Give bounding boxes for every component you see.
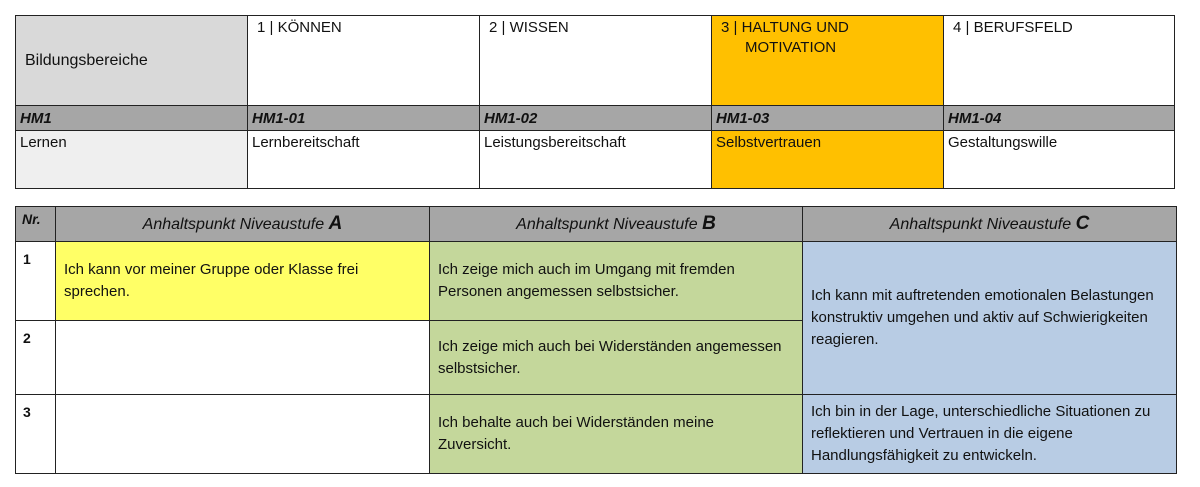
level-b-cell: Ich zeige mich auch im Umgang mit fremden Personen angemessen selbstsicher. <box>430 242 803 321</box>
bildungsbereiche-label: Bildungsbereiche <box>16 16 248 106</box>
table-row <box>16 395 1177 474</box>
area-berufsfeld: 4 | BERUFSFELD <box>944 16 1175 106</box>
name-gestaltungswille: Gestaltungswille <box>944 131 1175 189</box>
name-selbstvertrauen: Selbstvertrauen <box>712 131 944 189</box>
area-haltung-motivation: 3 | HALTUNG UND MOTIVATION <box>712 16 944 106</box>
row-number: 2 <box>16 321 56 395</box>
level-c-header: Anhaltspunkt Niveaustufe C <box>803 207 1177 242</box>
row-number: 1 <box>16 242 56 321</box>
table-row <box>16 242 1177 321</box>
area-koennen: 1 | KÖNNEN <box>248 16 480 106</box>
code-hm1-04: HM1-04 <box>944 106 1175 131</box>
row-number: 3 <box>16 395 56 474</box>
name-lernbereitschaft: Lernbereitschaft <box>248 131 480 189</box>
area-wissen: 2 | WISSEN <box>480 16 712 106</box>
competence-header-table <box>15 15 1175 189</box>
level-b-cell: Ich behalte auch bei Widerständen meine Zuversicht. <box>430 395 803 474</box>
code-hm1-02: HM1-02 <box>480 106 712 131</box>
level-b-cell: Ich zeige mich auch bei Widerständen angemessen selbstsicher. <box>430 321 803 395</box>
nr-header: Nr. <box>16 207 56 242</box>
level-c-cell: Ich kann mit auftretenden emotionalen Belastungen konstruktiv umgehen und aktiv auf Schwierigkeiten reagieren. <box>803 242 1177 395</box>
level-a-header: Anhaltspunkt Niveaustufe A <box>56 207 430 242</box>
level-a-cell <box>56 321 430 395</box>
level-indicators-table <box>15 206 1177 474</box>
code-hm1-01: HM1-01 <box>248 106 480 131</box>
name-leistungsbereitschaft: Leistungsbereitschaft <box>480 131 712 189</box>
level-a-cell: Ich kann vor meiner Gruppe oder Klasse frei sprechen. <box>56 242 430 321</box>
level-b-header: Anhaltspunkt Niveaustufe B <box>430 207 803 242</box>
level-a-cell <box>56 395 430 474</box>
code-hm1: HM1 <box>16 106 248 131</box>
level-c-cell: Ich bin in der Lage, unterschiedliche Situationen zu reflektieren und Vertrauen in die eigene Handlungsfähigkeit zu entwickeln. <box>803 395 1177 474</box>
code-hm1-03: HM1-03 <box>712 106 944 131</box>
name-lernen: Lernen <box>16 131 248 189</box>
